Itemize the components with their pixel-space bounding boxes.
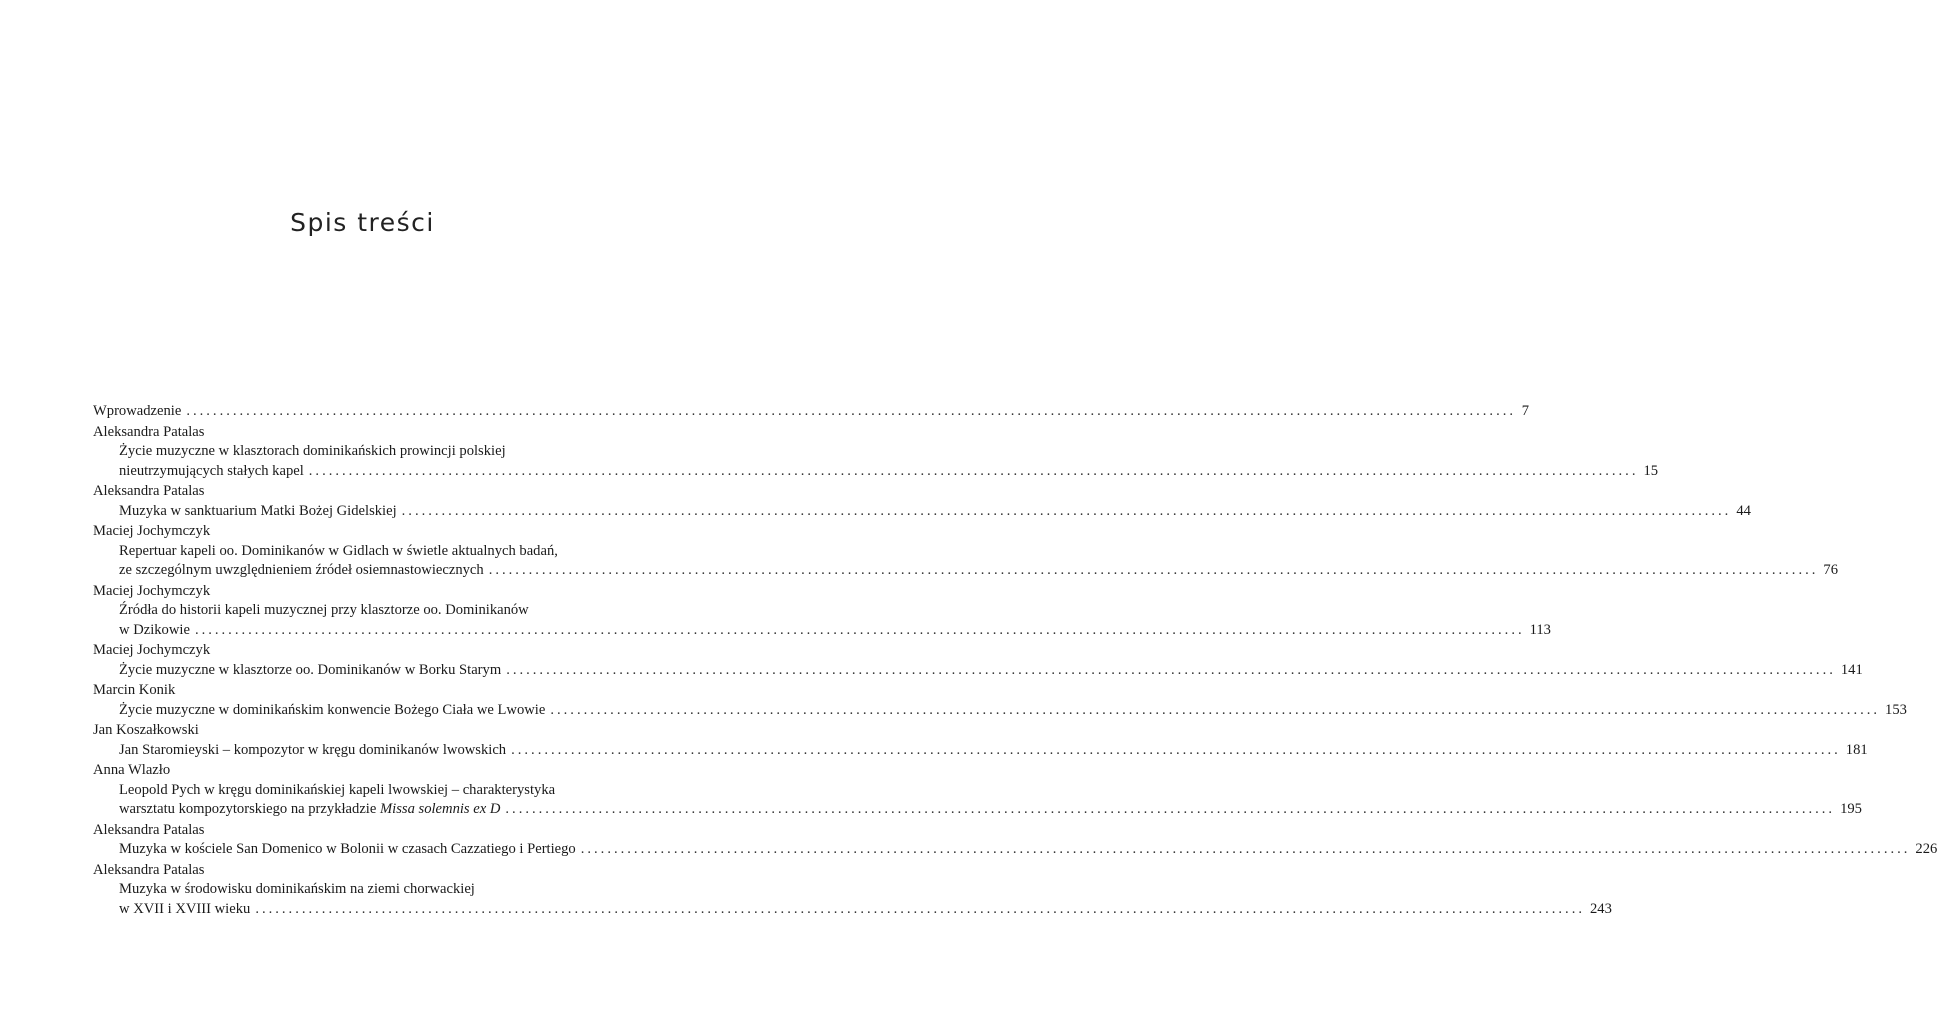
dot-leader: ........................................................................................................................................................................................................	[308, 462, 1639, 479]
toc-entry-author: Aleksandra Patalas	[93, 423, 205, 440]
toc-line	[93, 701, 1907, 721]
toc-line	[93, 661, 1863, 681]
dot-leader: ........................................................................................................................................................................................................	[580, 841, 1911, 857]
toc-entry-author: Aleksandra Patalas	[93, 861, 205, 878]
toc-line	[93, 900, 1612, 920]
page-number: 195	[1840, 801, 1862, 817]
table-of-contents	[93, 402, 1937, 920]
toc-entry-author: Maciej Jochymczyk	[93, 523, 211, 539]
toc-entry-author: Maciej Jochymczyk	[93, 582, 211, 599]
toc-entry-title-wrap	[119, 661, 501, 681]
toc-entry[interactable]	[93, 861, 1612, 920]
dot-leader: ........................................................................................................................................................................................................	[505, 801, 1836, 817]
toc-entry-author: Jan Koszałkowski	[93, 722, 199, 738]
dot-leader: ........................................................................................................................................................................................................	[255, 900, 1585, 917]
page-title: Spis treści	[290, 208, 435, 237]
toc-line	[93, 462, 1659, 482]
dot-leader: ........................................................................................................................................................................................................	[511, 741, 1841, 758]
toc-entry-title-line: Źródła do historii kapeli muzycznej przy klasztorze oo. Dominikanów	[119, 602, 529, 618]
page-number: 76	[1823, 562, 1838, 578]
toc-entry-title-line: Muzyka w środowisku dominikańskim na ziemi chorwackiej	[119, 881, 475, 897]
toc-entry-title-wrap	[119, 621, 190, 641]
toc-entry-title-wrap	[119, 741, 506, 761]
toc-entry-title-italic: Missa solemnis ex D	[380, 801, 501, 817]
toc-entry-title: warsztatu kompozytorskiego na przykładzie	[119, 801, 377, 817]
toc-entry-title: w Dzikowie	[119, 621, 190, 638]
toc-entry[interactable]	[93, 761, 1862, 820]
toc-entry-title: ze szczególnym uwzględnieniem źródeł osiemnastowiecznych	[119, 562, 484, 578]
toc-entry-author: Anna Wlazło	[93, 762, 171, 778]
toc-entry-author: Maciej Jochymczyk	[93, 642, 211, 658]
toc-entry[interactable]	[93, 681, 1907, 720]
toc-line	[93, 561, 1838, 581]
toc-line	[93, 621, 1551, 641]
toc-entry-title-line: Leopold Pych w kręgu dominikańskiej kapeli lwowskiej – charakterystyka	[119, 781, 556, 798]
toc-entry[interactable]	[93, 641, 1863, 680]
dot-leader: ........................................................................................................................................................................................................	[186, 403, 1517, 419]
dot-leader: ........................................................................................................................................................................................................	[488, 562, 1819, 578]
toc-entry-title-wrap	[119, 900, 250, 920]
dot-leader: ........................................................................................................................................................................................................	[194, 621, 1525, 638]
page-number: 243	[1590, 900, 1612, 917]
page-number: 153	[1885, 701, 1907, 718]
toc-entry-title: Muzyka w kościele San Domenico w Bolonii w czasach Cazzatiego i Pertiego	[119, 841, 576, 857]
dot-leader: ........................................................................................................................................................................................................	[550, 701, 1881, 718]
toc-entry-title-wrap	[119, 701, 545, 721]
toc-entry-title-line: Życie muzyczne w klasztorach dominikańskich prowincji polskiej	[119, 443, 506, 459]
toc-entry-title: Muzyka w sanktuarium Matki Bożej Gidelskiej	[119, 502, 397, 519]
toc-entry-title: Wprowadzenie	[93, 403, 182, 419]
toc-entry-title-line: Repertuar kapeli oo. Dominikanów w Gidlach w świetle aktualnych badań,	[119, 542, 558, 559]
toc-line	[93, 840, 1937, 860]
toc-entry-title-wrap	[119, 840, 576, 860]
page-number: 113	[1529, 621, 1551, 638]
toc-entry-title-wrap	[119, 800, 500, 820]
dot-leader: ........................................................................................................................................................................................................	[506, 661, 1836, 678]
toc-entry[interactable]	[93, 482, 1751, 521]
page-number: 7	[1521, 403, 1530, 419]
toc-entry-title-wrap	[119, 462, 304, 482]
toc-entry-title: Jan Staromieyski – kompozytor w kręgu dominikanów lwowskich	[119, 741, 507, 758]
toc-entry-title: Życie muzyczne w klasztorze oo. Dominikanów w Borku Starym	[119, 661, 502, 678]
toc-entry-author: Marcin Konik	[93, 682, 176, 698]
page-number: 181	[1845, 741, 1868, 758]
toc-line	[93, 741, 1868, 761]
dot-leader: ........................................................................................................................................................................................................	[401, 502, 1732, 519]
toc-line	[93, 502, 1751, 522]
toc-entry[interactable]	[93, 522, 1838, 581]
toc-entry[interactable]	[93, 721, 1868, 760]
toc-entry[interactable]	[93, 582, 1551, 641]
toc-line	[93, 800, 1862, 820]
toc-entry-intro[interactable]	[93, 402, 1530, 422]
toc-entry-title: nieutrzymujących stałych kapel	[119, 462, 304, 479]
toc-line	[93, 402, 1530, 422]
toc-entry-title-wrap	[119, 561, 484, 581]
page-number: 15	[1643, 462, 1659, 479]
toc-entry-author: Aleksandra Patalas	[93, 821, 205, 838]
toc-entry[interactable]	[93, 821, 1937, 860]
toc-entry-author: Aleksandra Patalas	[93, 483, 205, 499]
toc-entry-title: Życie muzyczne w dominikańskim konwencie Bożego Ciała we Lwowie	[119, 701, 546, 718]
page-number: 226	[1915, 841, 1937, 857]
toc-entry-title-wrap	[119, 502, 397, 522]
toc-entry-title: w XVII i XVIII wieku	[119, 900, 251, 917]
toc-entry[interactable]	[93, 423, 1659, 482]
page-number: 44	[1736, 502, 1751, 519]
page-number: 141	[1840, 661, 1863, 678]
